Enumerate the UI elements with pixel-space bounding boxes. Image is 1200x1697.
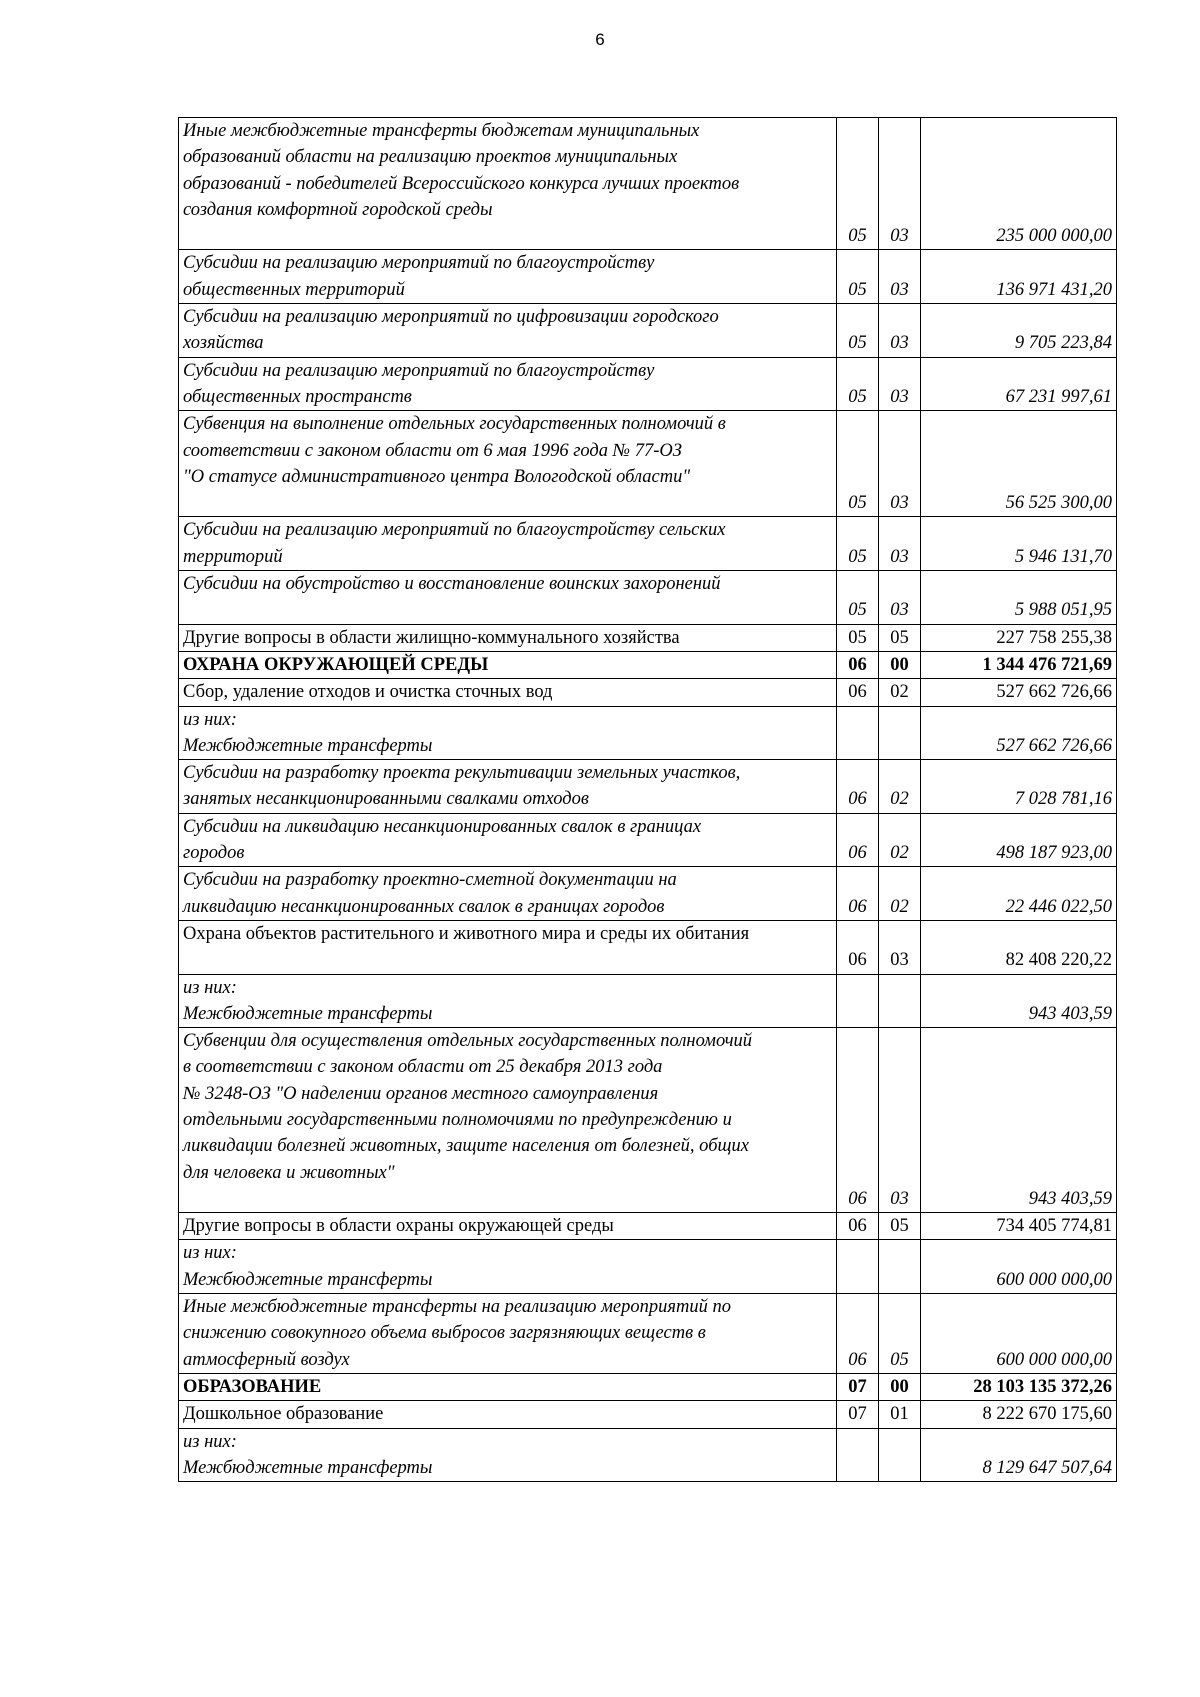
section-code: 06 — [837, 920, 879, 974]
subsection-code: 03 — [879, 304, 921, 358]
table-row — [179, 1428, 1117, 1482]
budget-table — [178, 117, 1117, 1482]
section-code: 06 — [837, 679, 879, 706]
subsection-code: 03 — [879, 920, 921, 974]
description-line — [183, 490, 832, 516]
description-line: ОХРАНА ОКРУЖАЮЩЕЙ СРЕДЫ — [183, 654, 489, 675]
section-code: 06 — [837, 867, 879, 921]
amount: 600 000 000,00 — [921, 1240, 1117, 1294]
amount: 943 403,59 — [921, 974, 1117, 1028]
subsection-code — [879, 1428, 921, 1482]
row-description — [179, 651, 837, 678]
amount: 67 231 997,61 — [921, 357, 1117, 411]
description-line: Субсидии на разработку проекта рекультивации земельных участков, — [183, 763, 741, 784]
description-line: Межбюджетные трансферты — [183, 1269, 433, 1290]
subsection-code: 02 — [879, 760, 921, 814]
description-line: для человека и животных" — [183, 1162, 395, 1183]
description-line: из них: — [183, 1243, 237, 1264]
section-code — [837, 1428, 879, 1482]
section-code: 06 — [837, 1294, 879, 1374]
section-code: 05 — [837, 517, 879, 571]
subsection-code: 03 — [879, 118, 921, 250]
description-line: Субсидии на реализацию мероприятий по благоустройству сельских — [183, 520, 726, 541]
description-line: Субсидии на разработку проектно-сметной документации на — [183, 870, 677, 891]
description-line: из них: — [183, 977, 237, 998]
subsection-code: 05 — [879, 624, 921, 651]
section-code: 05 — [837, 571, 879, 625]
section-code: 06 — [837, 1213, 879, 1240]
row-description — [179, 1373, 837, 1400]
description-line: Межбюджетные трансферты — [183, 1457, 433, 1478]
description-line: атмосферный воздух — [183, 1349, 350, 1370]
description-line: общественных пространств — [183, 386, 412, 407]
table-row — [179, 1213, 1117, 1240]
row-description — [179, 517, 837, 571]
row-description — [179, 1428, 837, 1482]
subsection-code: 00 — [879, 1373, 921, 1400]
section-code: 06 — [837, 651, 879, 678]
row-description — [179, 867, 837, 921]
row-description — [179, 974, 837, 1028]
section-code: 07 — [837, 1373, 879, 1400]
row-description — [179, 357, 837, 411]
table-row — [179, 1401, 1117, 1428]
subsection-code: 05 — [879, 1294, 921, 1374]
description-line: снижению совокупного объема выбросов загрязняющих веществ в — [183, 1323, 706, 1344]
amount: 527 662 726,66 — [921, 706, 1117, 760]
table-row — [179, 304, 1117, 358]
table-row — [179, 571, 1117, 625]
description-line: создания комфортной городской среды — [183, 199, 493, 220]
amount: 28 103 135 372,26 — [921, 1373, 1117, 1400]
section-code: 05 — [837, 250, 879, 304]
row-description — [179, 760, 837, 814]
table-row — [179, 250, 1117, 304]
description-line: образований - победителей Всероссийского конкурса лучших проектов — [183, 173, 740, 194]
table-row — [179, 1028, 1117, 1213]
description-line: ликвидацию несанкционированных свалок в границах городов — [183, 896, 665, 917]
description-line: хозяйства — [183, 333, 264, 354]
amount: 136 971 431,20 — [921, 250, 1117, 304]
table-row — [179, 867, 1117, 921]
description-line: ликвидации болезней животных, защите населения от болезней, общих — [183, 1136, 749, 1157]
description-line: общественных территорий — [183, 279, 405, 300]
amount: 5 988 051,95 — [921, 571, 1117, 625]
subsection-code — [879, 1240, 921, 1294]
description-line: Охрана объектов растительного и животного мира и среды их обитания — [183, 923, 750, 944]
amount: 22 446 022,50 — [921, 867, 1117, 921]
amount: 8 222 670 175,60 — [921, 1401, 1117, 1428]
description-line: Субвенция на выполнение отдельных государственных полномочий в — [183, 414, 726, 435]
section-code: 06 — [837, 813, 879, 867]
section-code: 05 — [837, 304, 879, 358]
section-code: 07 — [837, 1401, 879, 1428]
description-line: отдельными государственными полномочиями по предупреждению и — [183, 1109, 732, 1130]
subsection-code: 03 — [879, 411, 921, 517]
description-line: Иные межбюджетные трансферты бюджетам муниципальных — [183, 121, 700, 141]
description-line: Субсидии на обустройство и восстановление воинских захоронений — [183, 574, 721, 595]
amount: 7 028 781,16 — [921, 760, 1117, 814]
amount: 82 408 220,22 — [921, 920, 1117, 974]
description-line: Межбюджетные трансферты — [183, 735, 433, 756]
description-line: из них: — [183, 1431, 237, 1452]
table-row — [179, 1294, 1117, 1374]
description-line: "О статусе административного центра Вологодской области" — [183, 466, 691, 487]
description-line: Дошкольное образование — [183, 1404, 384, 1425]
amount: 56 525 300,00 — [921, 411, 1117, 517]
row-description — [179, 1240, 837, 1294]
description-line: в соответствии с законом области от 25 декабря 2013 года — [183, 1057, 663, 1078]
section-code — [837, 1240, 879, 1294]
subsection-code: 03 — [879, 1028, 921, 1213]
amount: 5 946 131,70 — [921, 517, 1117, 571]
amount: 9 705 223,84 — [921, 304, 1117, 358]
amount: 498 187 923,00 — [921, 813, 1117, 867]
subsection-code — [879, 974, 921, 1028]
table-row — [179, 357, 1117, 411]
description-line: Другие вопросы в области охраны окружающей среды — [183, 1216, 614, 1237]
table-row — [179, 624, 1117, 651]
row-description — [179, 1213, 837, 1240]
row-description — [179, 920, 837, 974]
description-line: соответствии с законом области от 6 мая 1996 года № 77-ОЗ — [183, 440, 682, 461]
description-line: Субсидии на реализацию мероприятий по цифровизации городского — [183, 307, 719, 328]
table-row — [179, 118, 1117, 250]
amount: 8 129 647 507,64 — [921, 1428, 1117, 1482]
row-description — [179, 304, 837, 358]
description-line: территорий — [183, 546, 283, 567]
section-code: 05 — [837, 624, 879, 651]
row-description — [179, 571, 837, 625]
description-line: ОБРАЗОВАНИЕ — [183, 1376, 322, 1397]
table-row — [179, 760, 1117, 814]
description-line: Сбор, удаление отходов и очистка сточных вод — [183, 682, 553, 703]
description-line: Субвенции для осуществления отдельных государственных полномочий — [183, 1031, 753, 1052]
description-line: Субсидии на ликвидацию несанкционированных свалок в границах — [183, 816, 702, 837]
description-line: занятых несанкционированными свалками отходов — [183, 789, 589, 810]
description-line — [183, 1186, 832, 1212]
row-description — [179, 1294, 837, 1374]
page-number: 6 — [595, 30, 605, 49]
subsection-code: 03 — [879, 517, 921, 571]
subsection-code — [879, 706, 921, 760]
subsection-code: 03 — [879, 571, 921, 625]
description-line: Другие вопросы в области жилищно-коммунального хозяйства — [183, 627, 680, 648]
subsection-code: 02 — [879, 867, 921, 921]
table-row — [179, 813, 1117, 867]
subsection-code: 05 — [879, 1213, 921, 1240]
table-row — [179, 1240, 1117, 1294]
subsection-code: 02 — [879, 813, 921, 867]
table-row — [179, 974, 1117, 1028]
row-description — [179, 813, 837, 867]
section-code: 06 — [837, 760, 879, 814]
table-row — [179, 651, 1117, 678]
amount: 600 000 000,00 — [921, 1294, 1117, 1374]
row-description — [179, 411, 837, 517]
section-code: 06 — [837, 1028, 879, 1213]
table-row — [179, 1373, 1117, 1400]
description-line — [183, 597, 832, 623]
amount: 734 405 774,81 — [921, 1213, 1117, 1240]
subsection-code: 02 — [879, 679, 921, 706]
table-row — [179, 517, 1117, 571]
row-description — [179, 118, 837, 250]
section-code: 05 — [837, 118, 879, 250]
section-code — [837, 974, 879, 1028]
table-row — [179, 411, 1117, 517]
description-line: Межбюджетные трансферты — [183, 1003, 433, 1024]
description-line: из них: — [183, 709, 237, 730]
subsection-code: 01 — [879, 1401, 921, 1428]
description-line: Субсидии на реализацию мероприятий по благоустройству — [183, 360, 655, 381]
budget-table-body — [179, 118, 1117, 1482]
description-line: Субсидии на реализацию мероприятий по благоустройству — [183, 253, 655, 274]
row-description — [179, 1401, 837, 1428]
row-description — [179, 250, 837, 304]
section-code: 05 — [837, 411, 879, 517]
row-description — [179, 1028, 837, 1213]
description-line: Иные межбюджетные трансферты на реализацию мероприятий по — [183, 1297, 731, 1318]
row-description — [179, 679, 837, 706]
table-row — [179, 679, 1117, 706]
amount: 1 344 476 721,69 — [921, 651, 1117, 678]
amount: 527 662 726,66 — [921, 679, 1117, 706]
table-row — [179, 920, 1117, 974]
description-line: образований области на реализацию проектов муниципальных — [183, 147, 678, 168]
description-line: городов — [183, 843, 245, 864]
description-line — [183, 947, 832, 973]
description-line — [183, 223, 832, 249]
description-line: № 3248-ОЗ "О наделении органов местного самоуправления — [183, 1083, 659, 1104]
section-code — [837, 706, 879, 760]
table-row — [179, 706, 1117, 760]
row-description — [179, 624, 837, 651]
subsection-code: 03 — [879, 250, 921, 304]
amount: 943 403,59 — [921, 1028, 1117, 1213]
amount: 235 000 000,00 — [921, 118, 1117, 250]
section-code: 05 — [837, 357, 879, 411]
subsection-code: 00 — [879, 651, 921, 678]
row-description — [179, 706, 837, 760]
amount: 227 758 255,38 — [921, 624, 1117, 651]
subsection-code: 03 — [879, 357, 921, 411]
